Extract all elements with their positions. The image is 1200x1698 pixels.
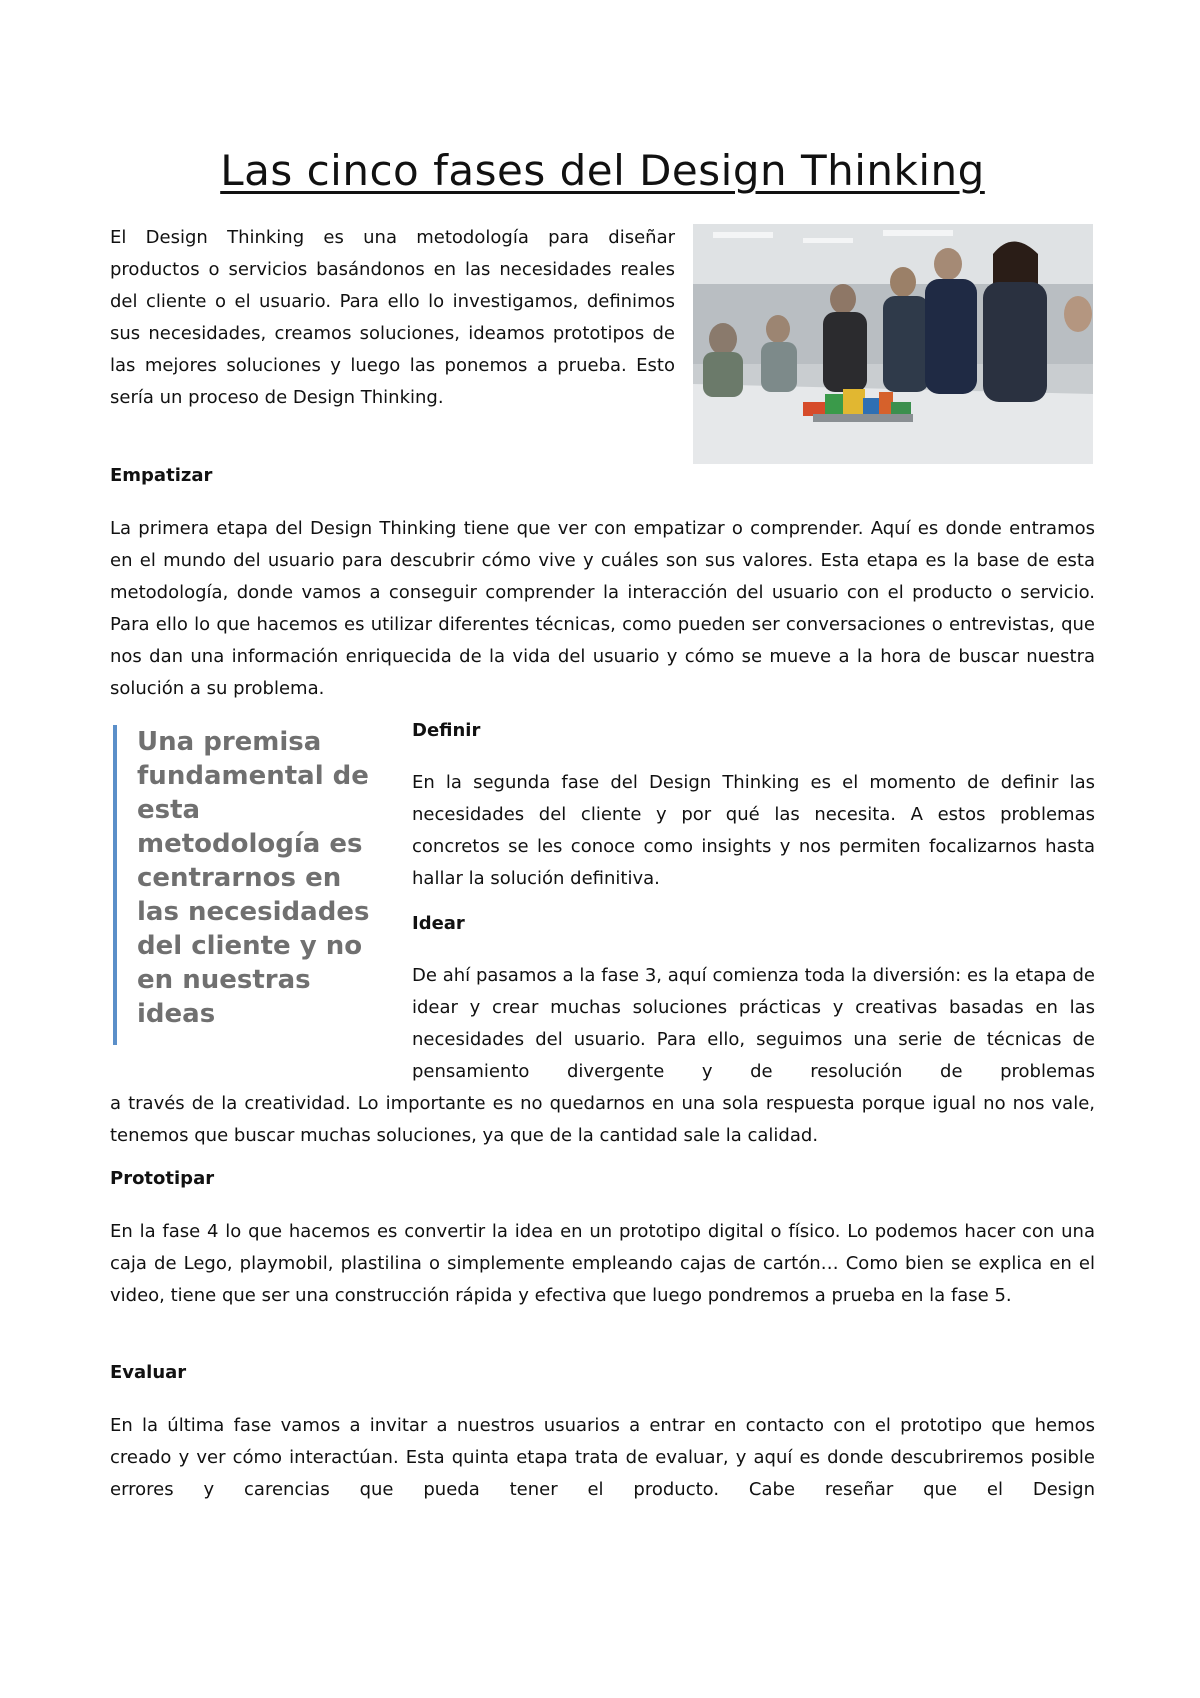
pull-quote-text: Una premisa fundamental de esta metodología es centrarnos en las necesidades del cliente y no en nuestras ideas — [137, 727, 370, 1029]
page-title: Las cinco fases del Design Thinking — [220, 146, 985, 195]
section-text-definir: En la segunda fase del Design Thinking es el momento de definir las necesidades del cliente y por qué las necesita. A estos problemas concretos se les conoce como insights y nos permiten focalizarnos hasta hallar la solución definitiva. — [412, 772, 1095, 889]
section-text-idear-part2: a través de la creatividad. Lo importante es no quedarnos en una sola respuesta porque igual no nos vale, tenemos que buscar muchas soluciones, ya que de la cantidad sale la calidad. — [110, 1093, 1095, 1146]
intro-paragraph: El Design Thinking es una metodología para diseñar productos o servicios basándonos en las necesidades reales del cliente o el usuario. Para ello lo investigamos, definimos sus necesidades, creamos soluciones, ideamos prototipos de las mejores soluciones y luego las ponemos a prueba. Esto sería un proceso de Design Thinking. — [110, 227, 675, 408]
section-heading-evaluar: Evaluar — [110, 1362, 187, 1383]
section-text-idear-part1: De ahí pasamos a la fase 3, aquí comienza toda la diversión: es la etapa de idear y crear muchas soluciones prácticas y creativas basadas en las necesidades del usuario. Para ello, seguimos una serie de técnicas de pensamiento divergente y de resolución de problemas — [412, 965, 1095, 1082]
section-text-prototipar: En la fase 4 lo que hacemos es convertir la idea en un prototipo digital o físico. Lo podemos hacer con una caja de Lego, playmobil, plastilina o simplemente empleando cajas de cartón… Como bien se explica en el video, tiene que ser una construcción rápida y efectiva que luego pondremos a prueba en la fase 5. — [110, 1221, 1095, 1306]
section-text-evaluar: En la última fase vamos a invitar a nuestros usuarios a entrar en contacto con el prototipo que hemos creado y ver cómo interactúan. Esta quinta etapa trata de evaluar, y aquí es donde descubriremos posible errores y carencias que pueda tener el producto. Cabe reseñar que el Design — [110, 1415, 1095, 1500]
section-heading-idear: Idear — [412, 913, 465, 934]
section-text-empatizar: La primera etapa del Design Thinking tiene que ver con empatizar o comprender. Aquí es donde entramos en el mundo del usuario para descubrir cómo vive y cuáles son sus valores. Esta etapa es la base de esta metodología, donde vamos a conseguir comprender la interacción del usuario con el producto o servicio. Para ello lo que hacemos es utilizar diferentes técnicas, como pueden ser conversaciones o entrevistas, que nos dan una información enriquecida de la vida del usuario y cómo se mueve a la hora de buscar nuestra solución a su problema. — [110, 518, 1095, 699]
pull-quote — [113, 725, 373, 1045]
section-heading-definir: Definir — [412, 720, 481, 741]
section-heading-empatizar: Empatizar — [110, 465, 213, 486]
team-workshop-photo — [693, 224, 1093, 464]
section-heading-prototipar: Prototipar — [110, 1168, 215, 1189]
